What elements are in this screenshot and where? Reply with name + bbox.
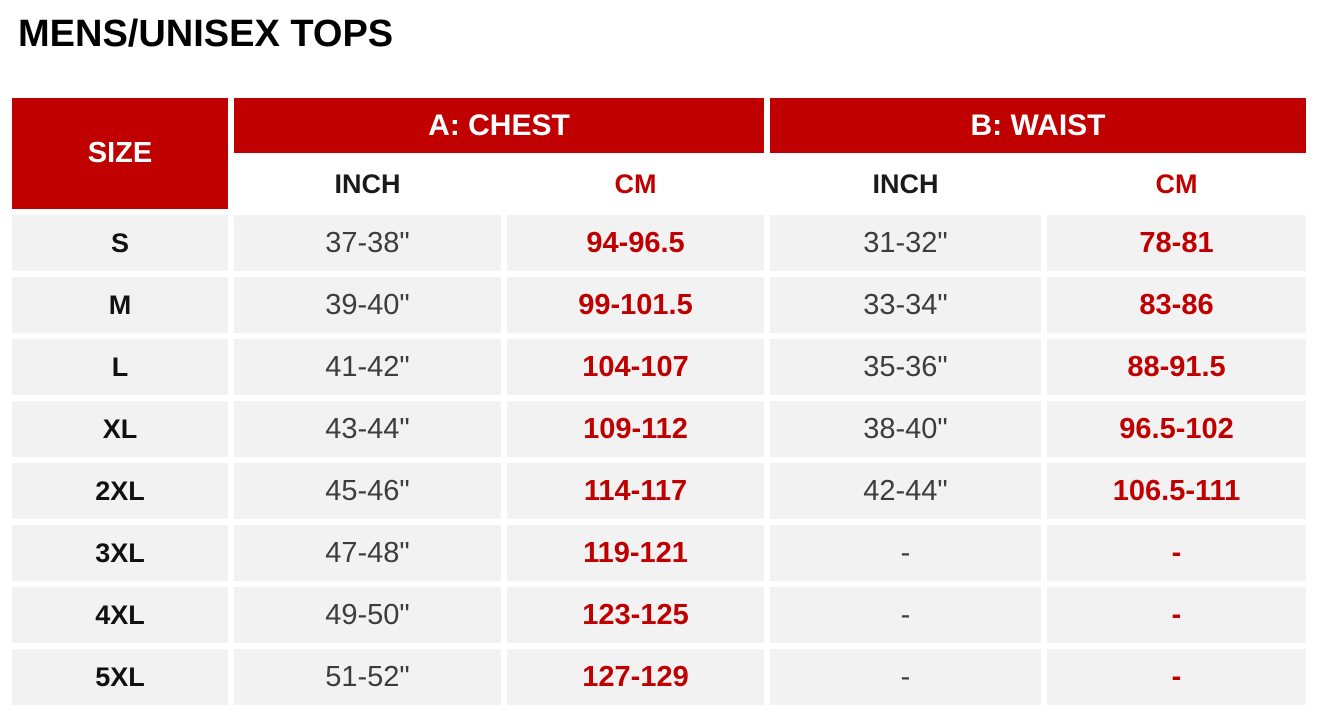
waist-inch-cell: -: [770, 587, 1041, 643]
waist-cm-cell: -: [1047, 587, 1306, 643]
size-cell: 4XL: [12, 587, 228, 643]
chest-cm-cell: 109-112: [507, 401, 764, 457]
waist-cm-cell: -: [1047, 649, 1306, 705]
chest-cm-cell: 127-129: [507, 649, 764, 705]
table-row: [12, 587, 1306, 643]
table-row: [12, 463, 1306, 519]
table-row: [12, 401, 1306, 457]
table-row: [12, 525, 1306, 581]
waist-cm-cell: -: [1047, 525, 1306, 581]
chest-inch-cell: 45-46": [234, 463, 501, 519]
table-row: [12, 339, 1306, 395]
chest-group-header: A: CHEST: [234, 98, 764, 153]
chest-inch-cell: 41-42": [234, 339, 501, 395]
waist-inch-cell: 35-36": [770, 339, 1041, 395]
chest-inch-cell: 39-40": [234, 277, 501, 333]
size-cell: XL: [12, 401, 228, 457]
waist-cm-header: CM: [1047, 159, 1306, 209]
waist-inch-header: INCH: [770, 159, 1041, 209]
waist-cm-cell: 83-86: [1047, 277, 1306, 333]
size-column-header: SIZE: [12, 98, 228, 209]
waist-inch-cell: -: [770, 525, 1041, 581]
chest-inch-cell: 51-52": [234, 649, 501, 705]
chest-inch-cell: 37-38": [234, 215, 501, 271]
size-cell: M: [12, 277, 228, 333]
waist-inch-cell: 42-44": [770, 463, 1041, 519]
table-row: [12, 215, 1306, 271]
size-chart-table: [6, 92, 1312, 711]
chest-cm-cell: 99-101.5: [507, 277, 764, 333]
waist-inch-cell: -: [770, 649, 1041, 705]
group-header-row: [12, 98, 1306, 153]
size-cell: 2XL: [12, 463, 228, 519]
table-row: [12, 277, 1306, 333]
chest-cm-cell: 123-125: [507, 587, 764, 643]
chest-cm-cell: 114-117: [507, 463, 764, 519]
chest-inch-cell: 43-44": [234, 401, 501, 457]
waist-inch-cell: 31-32": [770, 215, 1041, 271]
waist-inch-cell: 33-34": [770, 277, 1041, 333]
chest-inch-header: INCH: [234, 159, 501, 209]
page-title: MENS/UNISEX TOPS: [18, 13, 394, 55]
waist-group-header: B: WAIST: [770, 98, 1306, 153]
chest-cm-cell: 104-107: [507, 339, 764, 395]
chest-inch-cell: 47-48": [234, 525, 501, 581]
size-cell: 3XL: [12, 525, 228, 581]
size-cell: 5XL: [12, 649, 228, 705]
chest-cm-cell: 119-121: [507, 525, 764, 581]
waist-cm-cell: 106.5-111: [1047, 463, 1306, 519]
size-chart-page: [0, 12, 1318, 711]
waist-inch-cell: 38-40": [770, 401, 1041, 457]
size-cell: L: [12, 339, 228, 395]
table-row: [12, 649, 1306, 705]
chest-cm-cell: 94-96.5: [507, 215, 764, 271]
size-table-body: [12, 215, 1306, 705]
waist-cm-cell: 96.5-102: [1047, 401, 1306, 457]
waist-cm-cell: 88-91.5: [1047, 339, 1306, 395]
chest-cm-header: CM: [507, 159, 764, 209]
chest-inch-cell: 49-50": [234, 587, 501, 643]
waist-cm-cell: 78-81: [1047, 215, 1306, 271]
size-cell: S: [12, 215, 228, 271]
